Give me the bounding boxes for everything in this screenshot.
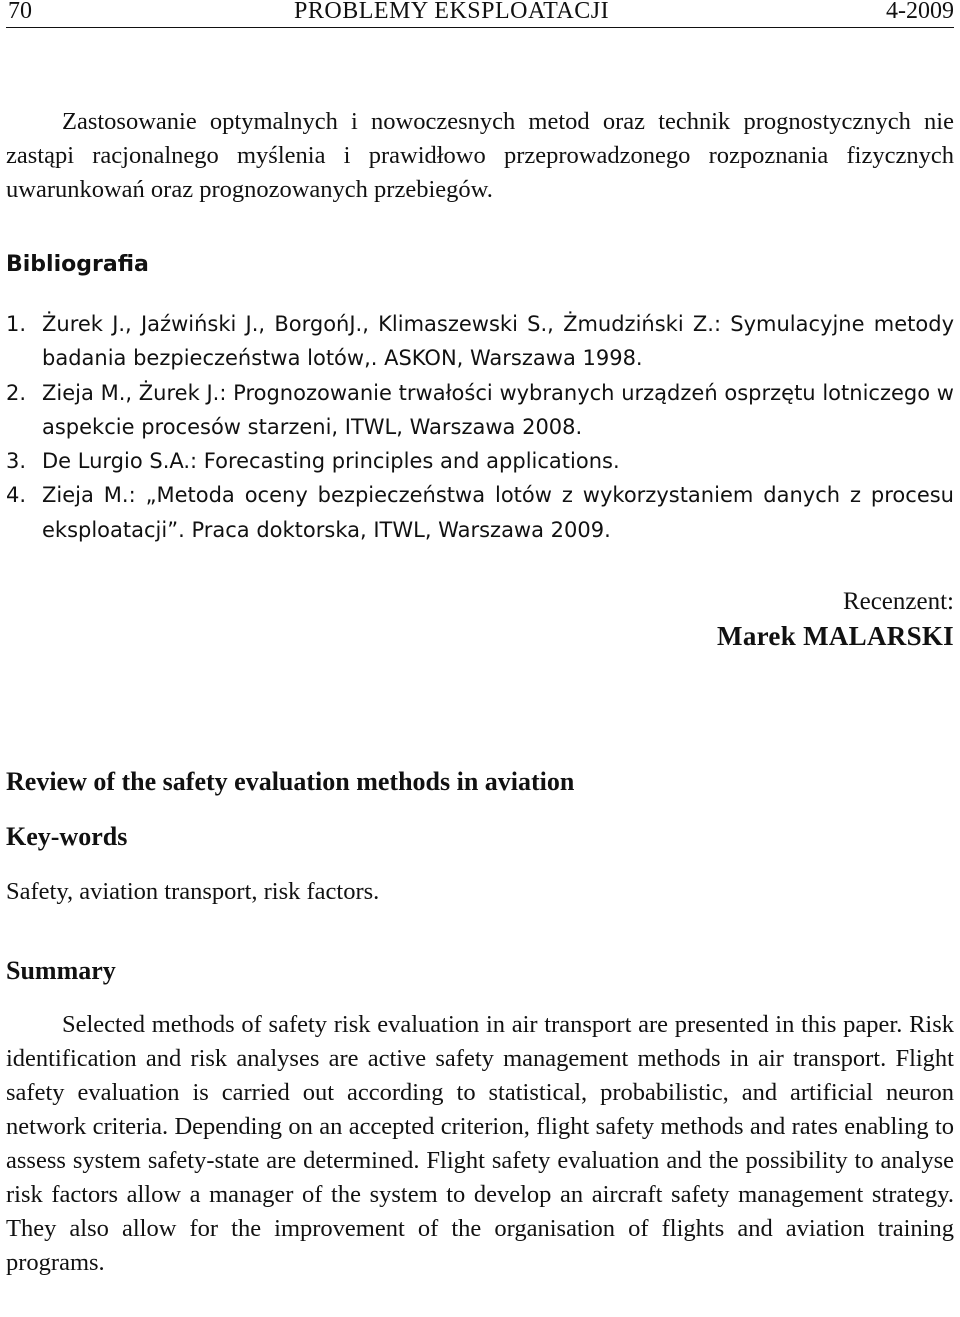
issue-number: 4-2009 xyxy=(886,0,954,24)
reference-item xyxy=(6,307,954,376)
reference-text: De Lurgio S.A.: Forecasting principles and applications. xyxy=(42,449,620,474)
reference-number: 4. xyxy=(6,483,27,508)
journal-title: PROBLEMY EKSPLOATACJI xyxy=(294,0,610,24)
intro-paragraph: Zastosowanie optymalnych i nowoczesnych metod oraz technik prognostycznych nie zastąpi racjonalnego myślenia i prawidłowo przeprowadzonego rozpoznania fizycznych uwarunkowań oraz prognozowanych przebiegów. xyxy=(6,108,954,203)
keywords-heading: Key-words xyxy=(6,822,128,851)
reference-text: Zieja M., Żurek J.: Prognozowanie trwałości wybranych urządzeń osprzętu lotniczego w aspekcie procesów starzeni, ITWL, Warszawa 2008. xyxy=(42,380,954,439)
reference-item xyxy=(6,478,954,547)
reference-number: 3. xyxy=(6,449,27,474)
reference-item xyxy=(6,444,954,478)
keywords-text: Safety, aviation transport, risk factors. xyxy=(6,878,380,905)
bibliography-heading: Bibliografia xyxy=(6,252,149,277)
reference-item xyxy=(6,376,954,445)
page-header xyxy=(6,0,954,30)
reviewer-name: Marek MALARSKI xyxy=(717,621,954,651)
reference-text: Żurek J., Jaźwiński J., BorgońJ., Klimaszewski S., Żmudziński Z.: Symulacyjne metody badania bezpieczeństwa lotów,. ASKON, Warszawa 1998. xyxy=(42,312,954,371)
summary-heading: Summary xyxy=(6,956,116,985)
reference-number: 2. xyxy=(6,380,27,405)
english-title: Review of the safety evaluation methods in aviation xyxy=(6,767,575,796)
summary-paragraph: Selected methods of safety risk evaluation in air transport are presented in this paper. Risk identification and risk analyses are active safety management methods in air transport. Flight safety evaluation is carried out according to statistical, probabilistic, and artificial neuron network criteria. Depending on an accepted criterion, flight safety methods and rates enabling to assess system safety-state are determined. Flight safety evaluation and the possibility to analyse risk factors allow a manager of the system to develop an aircraft safety management strategy. They also allow for the improvement of the organisation of flights and aviation training programs. xyxy=(6,1011,954,1276)
header-rule xyxy=(6,27,954,28)
reviewer-label: Recenzent: xyxy=(842,588,954,615)
bibliography-list xyxy=(6,307,954,547)
reference-text: Zieja M.: „Metoda oceny bezpieczeństwa lotów z wykorzystaniem danych z procesu eksploatacji”. Praca doktorska, ITWL, Warszawa 2009. xyxy=(42,483,954,542)
page-number: 70 xyxy=(8,0,32,24)
reference-number: 1. xyxy=(6,312,27,336)
